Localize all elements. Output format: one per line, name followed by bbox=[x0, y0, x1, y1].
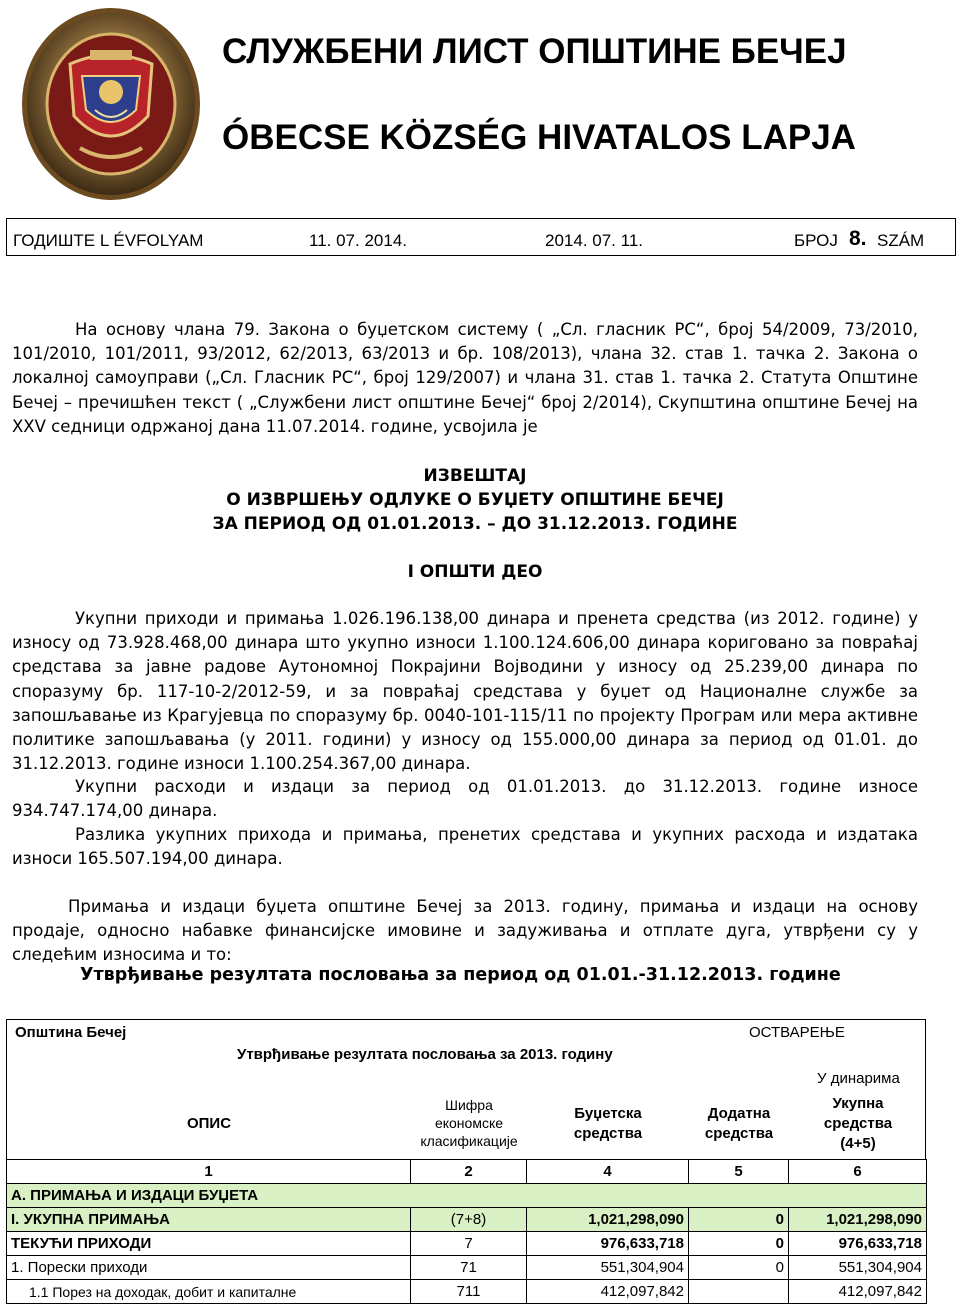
currency-note: У динарима bbox=[817, 1070, 900, 1087]
report-title-1: ИЗВЕШТАЈ bbox=[423, 466, 527, 486]
col-header-code: Шифра економске класификације bbox=[420, 1097, 518, 1149]
table-header-block bbox=[6, 1019, 926, 1159]
year-label: ГОДИШТЕ L ÉVFOLYAM bbox=[13, 231, 204, 250]
report-title-2: О ИЗВРШЕЊУ ОДЛУКЕ О БУЏЕТУ ОПШТИНЕ БЕЧЕЈ bbox=[226, 490, 724, 510]
title-serbian: СЛУЖБЕНИ ЛИСТ ОПШТИНЕ БЕЧЕЈ bbox=[222, 32, 847, 71]
income-paragraph: Укупни приходи и примања 1.026.196.138,00 динара и пренета средства (из 2012. године) у износу од 73.928.468,00 динара што укупно износи 1.100.124.606,00 динара кориговано за повраћај средстава за јавне радове Аутономној Покрајини Војводини у износу од 25.239,00 динара по споразуму бр. 117-10-2/2012-59, и за повраћај средстава у буџет од Националне службе за запошљавање из Крагујевца по споразуму бр. 0040-101-115/11 по пројекту Програм или мера активне политике запошљавања (у 2011. години) у износу од 155.000,00 динара за период од 01.01. до 31.12.2013. године износи 1.100.254.367,00 динара. bbox=[12, 609, 918, 774]
table-row: 1. Порески приходи 71 551,304,904 0 551,304,904 bbox=[7, 1256, 927, 1280]
col-header-description: ОПИС bbox=[186, 1115, 232, 1132]
col-header-budget: Буџетска средства bbox=[573, 1105, 643, 1142]
table-municipality: Општина Бечеј bbox=[15, 1024, 127, 1041]
difference-paragraph: Разлика укупних прихода и примања, пренетих средстава и укупних расхода и издатака износи 165.507.194,00 динара. bbox=[12, 825, 918, 869]
table-row: I. УКУПНА ПРИМАЊА (7+8) 1,021,298,090 0 1,021,298,090 bbox=[7, 1208, 927, 1232]
report-title-3: ЗА ПЕРИОД ОД 01.01.2013. – ДО 31.12.2013. ГОДИНЕ bbox=[212, 514, 738, 534]
table-caption: Утврђивање резултата пословања за 2013. годину bbox=[237, 1046, 613, 1063]
expenses-paragraph: Укупни расходи и издаци за период од 01.01.2013. до 31.12.2013. године износе 934.747.174,00 динара. bbox=[12, 777, 918, 821]
section-title: I ОПШТИ ДЕО bbox=[407, 562, 543, 582]
results-data-table bbox=[6, 1159, 927, 1304]
date-hungarian: 2014. 07. 11. bbox=[545, 231, 643, 250]
table-row: А. ПРИМАЊА И ИЗДАЦИ БУЏЕТА bbox=[7, 1184, 927, 1208]
table-realized-label: ОСТВАРЕЊЕ bbox=[749, 1024, 845, 1041]
title-hungarian: ÓBECSE KÖZSÉG HIVATALOS LAPJA bbox=[222, 118, 856, 157]
issue-number: 8. bbox=[849, 227, 867, 250]
table-row: ТЕКУЋИ ПРИХОДИ 7 976,633,718 0 976,633,718 bbox=[7, 1232, 927, 1256]
issue-prefix: БРОЈ bbox=[794, 231, 838, 250]
budget-paragraph: Примања и издаци буџета општине Бечеј за 2013. годину, примања и издаци на основу продаје, односно набавке финансијске имовине и задуживања и отплате дуга, утврђени су у следећим износима и то: bbox=[12, 897, 918, 965]
results-heading: Утврђивање резултата пословања за период од 01.01.-31.12.2013. године bbox=[80, 965, 841, 985]
municipality-seal bbox=[20, 6, 202, 202]
results-table bbox=[6, 1019, 926, 1304]
intro-paragraph: На основу члана 79. Закона о буџетском систему ( „Сл. гласник РС“, број 54/2009, 73/2010, 101/2010, 101/2011, 93/2012, 62/2013, 63/2013 и бр. 108/2013), члана 32. став 1. тачка 2. Закона о локалној самоуправи („Сл. Гласник РС“, број 129/2007) и члана 31. став 1. тачка 2. Статута Општине Бечеј – пречишћен текст ( „Службени лист општине Бечеј“ број 2/2014), Скупштина општине Бечеј на XXV седници одржаној дана 11.07.2014. године, усвојила је bbox=[12, 320, 918, 436]
issue-suffix: SZÁM bbox=[877, 231, 925, 250]
date-serbian: 11. 07. 2014. bbox=[309, 231, 407, 250]
col-header-total: Укупна средства (4+5) bbox=[823, 1095, 893, 1152]
issue-info-bar bbox=[6, 218, 956, 256]
column-index-row: 1 2 4 5 6 bbox=[7, 1160, 927, 1184]
table-row: 1.1 Порез на доходак, добит и капиталне 711 412,097,842 412,097,842 bbox=[7, 1280, 927, 1304]
col-header-additional: Додатна средства bbox=[704, 1105, 774, 1142]
